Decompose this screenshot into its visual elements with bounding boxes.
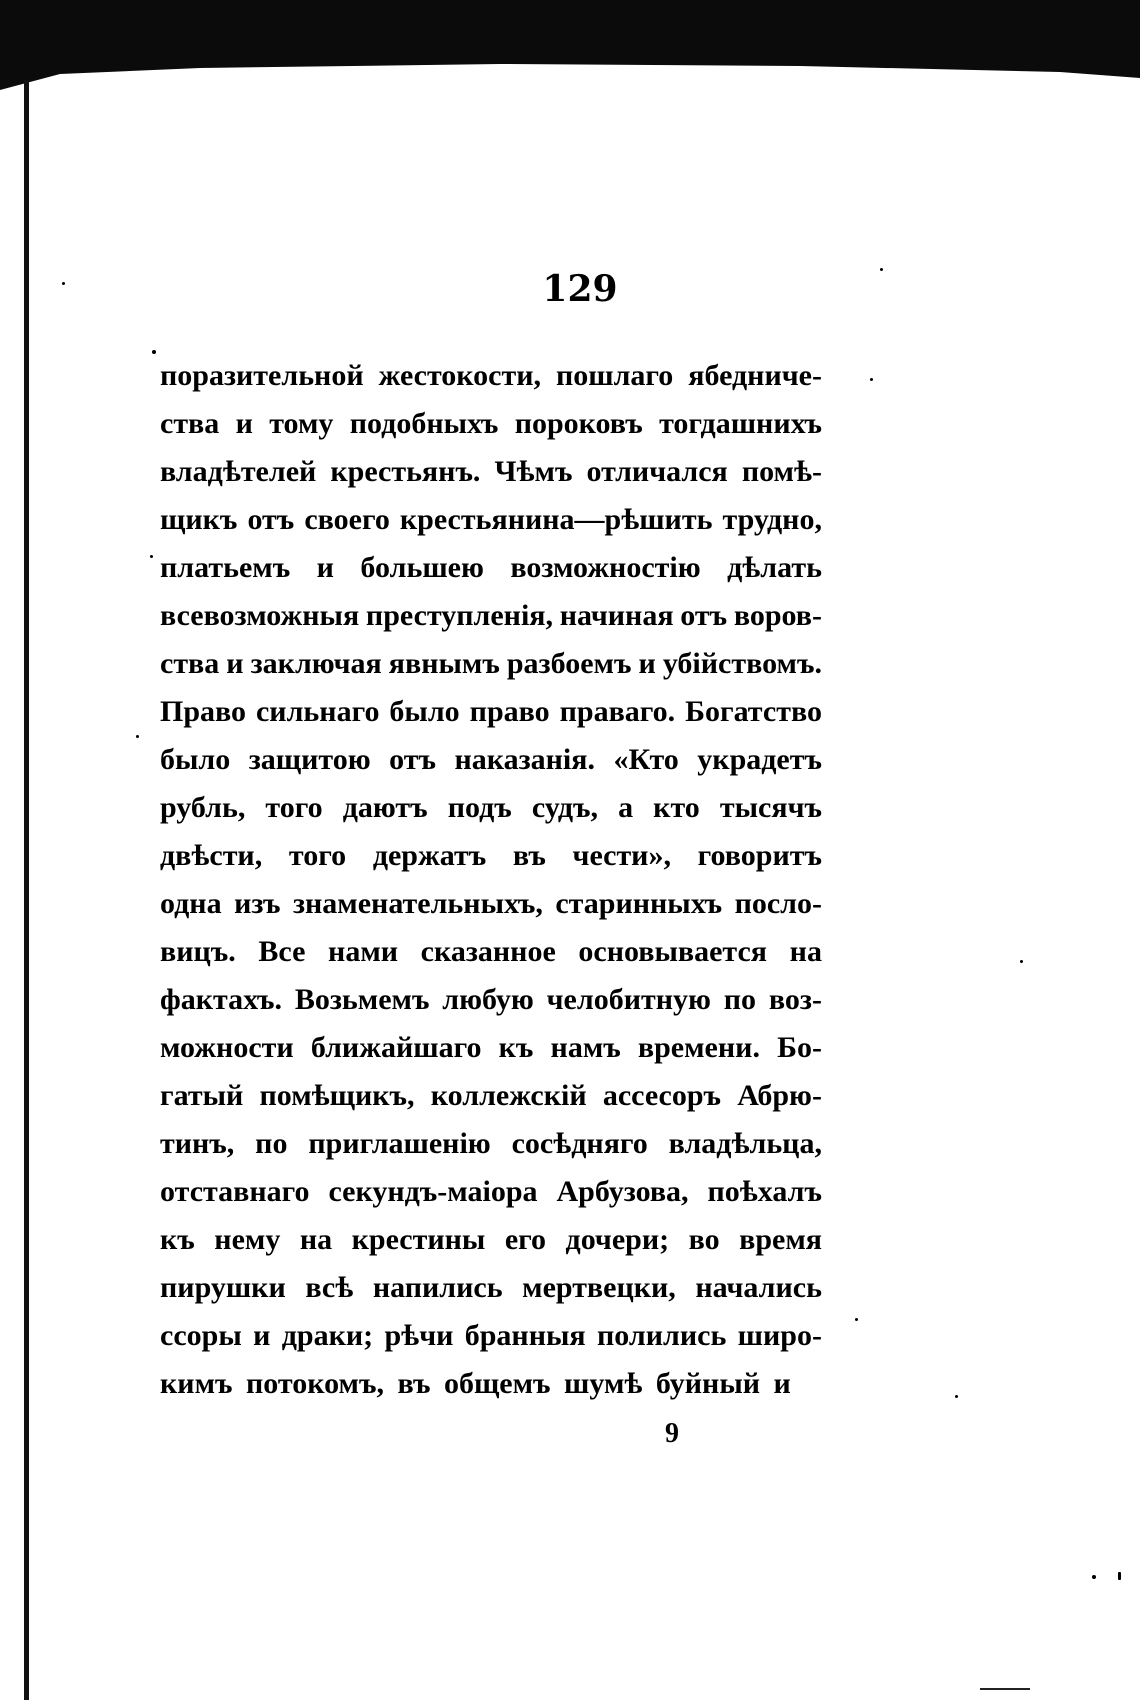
text-line: ства и заключая явнымъ разбоемъ и убійствомъ. [160,647,822,680]
text-line: ссоры и драки; рѣчи бранныя полились широ- [160,1319,822,1352]
ink-speck [136,735,139,738]
text-line: одна изъ знаменательныхъ, старинныхъ посло- [160,887,822,920]
ink-speck [152,350,156,354]
ink-speck [870,378,873,381]
text-line: поразительной жестокости, пошлаго ябедниче- [160,359,822,392]
scan-border-left [24,80,29,1700]
page-number: 129 [542,268,618,310]
ink-speck [1118,1572,1121,1580]
scan-border-top [0,0,1140,90]
text-line: тинъ, по приглашенію сосѣдняго владѣльца, [160,1127,822,1160]
ink-speck [62,282,65,285]
text-line: пирушки всѣ напились мертвецки, начались [160,1271,822,1304]
text-line: рубль, того даютъ подъ судъ, а кто тысячъ [160,791,822,824]
ink-speck [955,1395,958,1398]
ink-speck [150,555,153,558]
text-line: владѣтелей крестьянъ. Чѣмъ отличался помѣ- [160,455,822,488]
text-line: платьемъ и большею возможностію дѣлать [160,551,822,584]
text-line: ства и тому подобныхъ пороковъ тогдашнихъ [160,407,822,440]
text-line: кимъ потокомъ, въ общемъ шумѣ буйный и [160,1367,791,1400]
ink-speck [1020,960,1023,963]
text-line: можности ближайшаго къ намъ времени. Бо- [160,1031,822,1064]
ink-speck [1092,1575,1096,1579]
ink-speck [855,1318,858,1321]
text-line: отставнаго секундъ-маіора Арбузова, поѣхалъ [160,1175,822,1208]
text-line: гатый помѣщикъ, коллежскій ассесоръ Абрю- [160,1079,822,1112]
page-text [160,352,822,1408]
text-line: всевозможныя преступленія, начиная отъ воров- [160,599,822,632]
scan-artifact-bottom [980,1688,1030,1690]
text-line: фактахъ. Возьмемъ любую челобитную по воз- [160,983,822,1016]
signature-mark: 9 [665,1418,679,1449]
text-line: двѣсти, того держатъ въ чести», говоритъ [160,839,822,872]
text-line: щикъ отъ своего крестьянина—рѣшить трудно, [160,503,822,536]
text-line: къ нему на крестины его дочери; во время [160,1223,822,1256]
text-line: было защитою отъ наказанія. «Кто украдетъ [160,743,822,776]
text-line: вицъ. Все нами сказанное основывается на [160,935,822,968]
ink-speck [880,268,883,271]
text-line: Право сильнаго было право праваго. Богатство [160,695,822,728]
